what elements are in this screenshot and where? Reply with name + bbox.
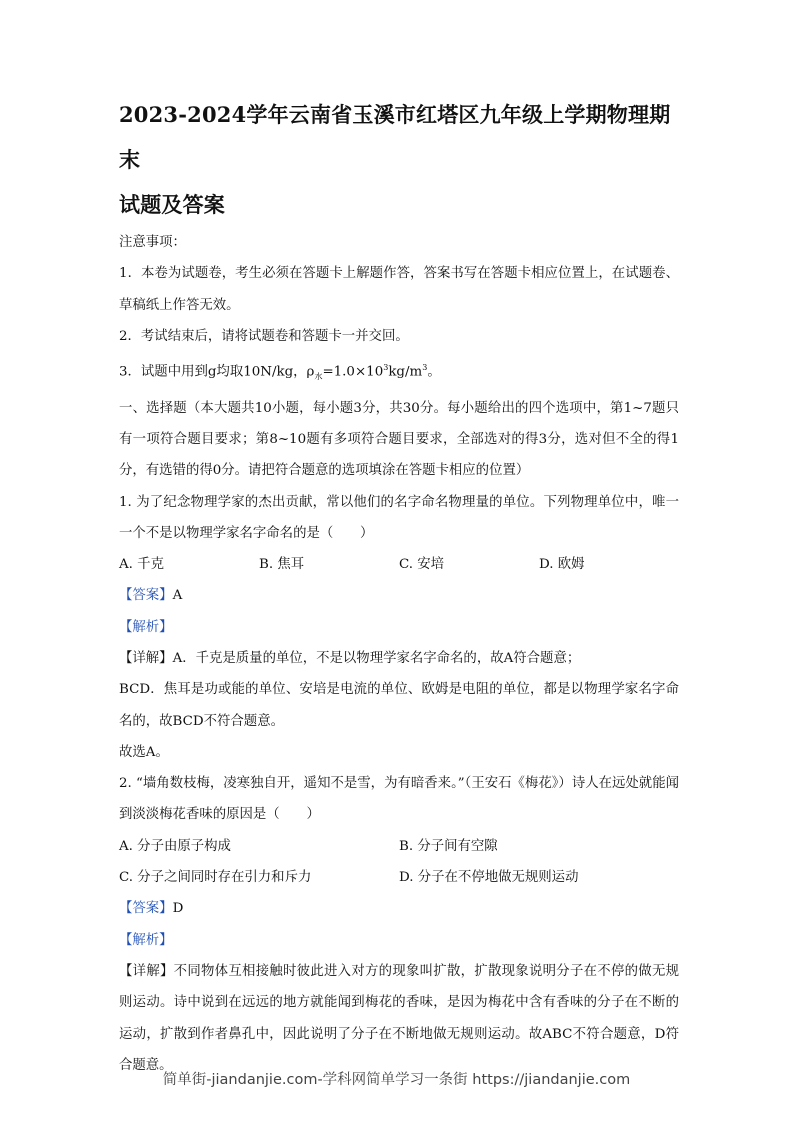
question-1-detail: 【详解】A．千克是质量的单位，不是以物理学家名字命名的，故A符合题意；: [119, 651, 581, 666]
question-2-answer: 【答案】D: [119, 901, 184, 917]
document-title: [119, 92, 679, 227]
analysis-tag: 【解析】: [119, 932, 173, 948]
question-2-stem: 2. “墙角数枝梅，凌寒独自开，遥知不是雪，为有暗香来。”（王安石《梅花》）诗人在远处就能闻到淡淡梅花香味的原因是（ ）: [119, 776, 679, 823]
notice-item-1: 1．本卷为试题卷，考生必须在答题卡上解题作答，答案书写在答题卡相应位置上，在试题卷、草稿纸上作答无效。: [119, 266, 679, 313]
title-line-2: 试题及答案: [119, 192, 225, 217]
question-1-answer: 【答案】A: [119, 588, 183, 604]
question-2-option-c: C. 分子之间同时存在引力和斥力: [119, 870, 312, 886]
question-2-options-row-1: [119, 831, 679, 862]
notice-heading: 注意事项：: [119, 235, 186, 250]
question-2-option-b: B. 分子间有空隙: [399, 838, 498, 854]
detail-tag: 【详解】: [119, 651, 173, 666]
question-1-conclusion: 故选A。: [119, 744, 169, 760]
section-instructions: 一、选择题（本大题共10小题，每小题3分，共30分。每小题给出的四个选项中，第1~7题只有一项符合题目要求；第8~10题有多项符合题目要求，全部选对的得3分，选对但不全的得1分，有选错的得0分。请把符合题意的选项填涂在答题卡相应的位置）: [119, 400, 679, 479]
notice-item-2: 2．考试结束后，请将试题卷和答题卡一并交回。: [119, 328, 409, 344]
question-1-option-d: D. 欧姆: [539, 557, 585, 573]
question-2-option-d: D. 分子在不停地做无规则运动: [399, 870, 579, 886]
question-2-options-row-2: [119, 862, 679, 893]
question-2-analysis: [119, 925, 679, 956]
question-1-option-a: A. 千克: [119, 557, 164, 573]
question-1-analysis: [119, 612, 679, 643]
title-line-1: 2023-2024学年云南省玉溪市红塔区九年级上学期物理期末: [119, 102, 671, 172]
document-content: [119, 92, 679, 1081]
answer-tag: 【答案】: [119, 588, 173, 604]
question-1-stem: 1. 为了纪念物理学家的杰出贡献，常以他们的名字命名物理量的单位。下列物理单位中，唯一一个不是以物理学家名字命名的是（ ）: [119, 494, 679, 541]
question-1-detail-2: BCD．焦耳是功或能的单位、安培是电流的单位、欧姆是电阻的单位，都是以物理学家名字命名的，故BCD不符合题意。: [119, 682, 679, 729]
question-1-option-b: B. 焦耳: [259, 557, 305, 573]
question-1-option-c: C. 安培: [399, 557, 445, 573]
question-1-options: [119, 549, 679, 580]
question-2-detail: 【详解】不同物体互相接触时彼此进入对方的现象叫扩散，扩散现象说明分子在不停的做无规则运动。诗中说到在远远的地方就能闻到梅花的香味，是因为梅花中含有香味的分子在不断的运动，扩散到作者鼻孔中，因此说明了分子在不断地做无规则运动。故ABC不符合题意，D符合题意。: [119, 963, 680, 1073]
detail-tag: 【详解】: [119, 963, 174, 979]
page-footer: 简单街-jiandanjie.com-学科网简单学习一条街 https://jiandanjie.com: [162, 1072, 631, 1088]
notice-item-3: 3．试题中用到g均取10N/kg，$\rho_水=1.0\times 10^3kg/m^3$。: [119, 363, 441, 382]
answer-tag: 【答案】: [119, 901, 173, 917]
question-2-option-a: A. 分子由原子构成: [119, 838, 231, 854]
analysis-tag: 【解析】: [119, 619, 173, 635]
